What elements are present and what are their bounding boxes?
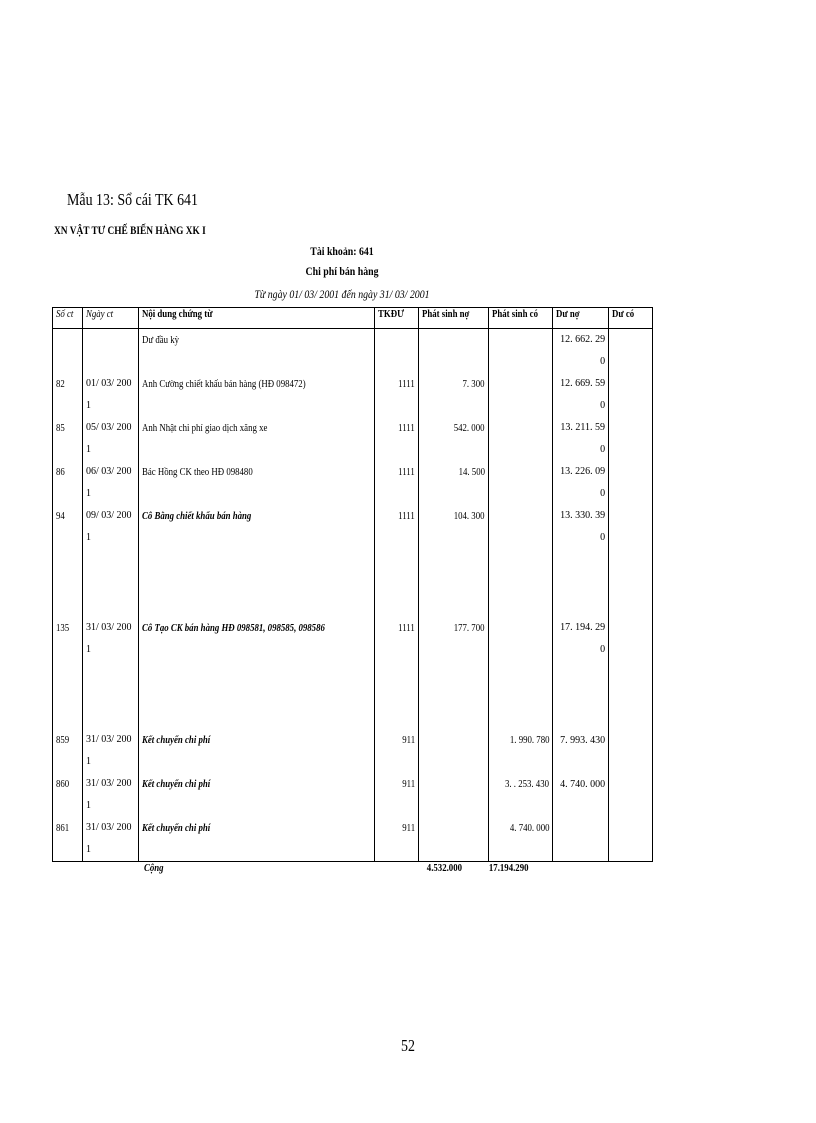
table-row [53, 329, 653, 374]
cell-tkdu: 1111 [374, 417, 418, 461]
cell-phat-sinh-co [488, 505, 552, 617]
cell-noi-dung: Anh Cường chiết khấu bán hàng (HĐ 098472) [139, 373, 375, 417]
header-phat-sinh-co: Phát sinh có [488, 308, 552, 329]
cell-tkdu: 1111 [374, 373, 418, 417]
cell-tkdu [374, 329, 418, 374]
table-row [53, 461, 653, 505]
cell-phat-sinh-no: 7. 300 [418, 373, 488, 417]
cell-du-no: 4. 740. 000 [553, 773, 609, 817]
total-row [52, 859, 632, 881]
cell-phat-sinh-co [488, 417, 552, 461]
header-so-ct: Số ct [53, 308, 83, 329]
cell-du-no: 13. 226. 090 [553, 461, 609, 505]
cell-du-co [609, 461, 653, 505]
ledger-table [52, 307, 653, 862]
cell-so-ct: 135 [53, 617, 83, 729]
cell-ngay-ct: 01/ 03/ 2001 [83, 373, 139, 417]
cell-du-no: 13. 330. 390 [553, 505, 609, 617]
report-period: Từ ngày 01/ 03/ 2001 đến ngày 31/ 03/ 2001 [254, 287, 430, 301]
cell-tkdu: 911 [374, 817, 418, 862]
cell-noi-dung: Kết chuyển chi phí [139, 729, 375, 773]
header-tkdu: TKĐƯ [374, 308, 418, 329]
table-row [53, 817, 653, 862]
cell-noi-dung: Kết chuyển chi phí [139, 817, 375, 862]
table-row [53, 729, 653, 773]
cell-phat-sinh-co: 4. 740. 000 [488, 817, 552, 862]
cell-tkdu: 1111 [374, 617, 418, 729]
cell-noi-dung: Kết chuyển chi phí [139, 773, 375, 817]
company-name: XN VẬT TƯ CHẾ BIẾN HÀNG XK I [54, 223, 206, 237]
cell-noi-dung: Cô Tạo CK bán hàng HĐ 098581, 098585, 098586 [139, 617, 375, 729]
cell-phat-sinh-co [488, 617, 552, 729]
cell-noi-dung: Anh Nhật chi phí giao dịch xăng xe [139, 417, 375, 461]
cell-phat-sinh-no: 104. 300 [418, 505, 488, 617]
cell-so-ct [53, 329, 83, 374]
cell-phat-sinh-no: 14. 500 [418, 461, 488, 505]
cell-so-ct: 86 [53, 461, 83, 505]
cell-phat-sinh-co [488, 329, 552, 374]
table-row [53, 773, 653, 817]
cell-tkdu: 911 [374, 773, 418, 817]
cell-ngay-ct: 31/ 03/ 2001 [83, 729, 139, 773]
cell-phat-sinh-co: 1. 990. 780 [488, 729, 552, 773]
cell-du-no: 7. 993. 430 [553, 729, 609, 773]
cell-so-ct: 94 [53, 505, 83, 617]
page-number: 52 [401, 1036, 415, 1055]
table-row [53, 617, 653, 729]
header-ngay-ct: Ngày ct [83, 308, 139, 329]
table-row [53, 373, 653, 417]
cell-phat-sinh-no [418, 329, 488, 374]
cell-phat-sinh-co [488, 461, 552, 505]
header-phat-sinh-no: Phát sinh nợ [418, 308, 488, 329]
cell-du-co [609, 617, 653, 729]
account-number: Tài khoản: 641 [310, 244, 374, 258]
header-du-co: Dư có [609, 308, 653, 329]
cell-tkdu: 1111 [374, 461, 418, 505]
cell-noi-dung: Bác Hồng CK theo HĐ 098480 [139, 461, 375, 505]
total-credit: 17.194.290 [488, 862, 528, 874]
cell-so-ct: 85 [53, 417, 83, 461]
cell-du-no: 12. 662. 290 [553, 329, 609, 374]
cell-du-no: 13. 211. 590 [553, 417, 609, 461]
account-name: Chi phí bán hàng [305, 264, 379, 278]
cell-phat-sinh-no [418, 729, 488, 773]
cell-so-ct: 860 [53, 773, 83, 817]
table-row [53, 505, 653, 617]
document-title: Mẫu 13: Sổ cái TK 641 [67, 190, 199, 209]
cell-ngay-ct: 09/ 03/ 2001 [83, 505, 139, 617]
header-du-no: Dư nợ [553, 308, 609, 329]
cell-ngay-ct: 06/ 03/ 2001 [83, 461, 139, 505]
cell-phat-sinh-no [418, 817, 488, 862]
cell-du-no [553, 817, 609, 862]
cell-phat-sinh-no: 542. 000 [418, 417, 488, 461]
cell-phat-sinh-co [488, 373, 552, 417]
cell-so-ct: 861 [53, 817, 83, 862]
cell-ngay-ct: 31/ 03/ 2001 [83, 773, 139, 817]
cell-ngay-ct [83, 329, 139, 374]
cell-so-ct: 859 [53, 729, 83, 773]
header-noi-dung: Nội dung chứng từ [139, 308, 375, 329]
cell-du-co [609, 817, 653, 862]
cell-du-co [609, 505, 653, 617]
total-label: Cộng [144, 862, 164, 874]
cell-phat-sinh-co: 3. . 253. 430 [488, 773, 552, 817]
cell-du-co [609, 329, 653, 374]
cell-noi-dung: Dư đầu kỳ [139, 329, 375, 374]
total-debit: 4.532.000 [426, 862, 462, 874]
cell-ngay-ct: 31/ 03/ 2001 [83, 817, 139, 862]
cell-du-co [609, 729, 653, 773]
cell-noi-dung: Cô Bằng chiết khấu bán hàng [139, 505, 375, 617]
cell-so-ct: 82 [53, 373, 83, 417]
table-header-row [53, 308, 653, 329]
cell-phat-sinh-no [418, 773, 488, 817]
cell-phat-sinh-no: 177. 700 [418, 617, 488, 729]
cell-du-co [609, 417, 653, 461]
cell-ngay-ct: 05/ 03/ 2001 [83, 417, 139, 461]
cell-du-co [609, 373, 653, 417]
ledger-body [53, 329, 653, 862]
cell-du-no: 12. 669. 590 [553, 373, 609, 417]
cell-tkdu: 911 [374, 729, 418, 773]
table-row [53, 417, 653, 461]
cell-du-co [609, 773, 653, 817]
cell-ngay-ct: 31/ 03/ 2001 [83, 617, 139, 729]
cell-tkdu: 1111 [374, 505, 418, 617]
cell-du-no: 17. 194. 290 [553, 617, 609, 729]
